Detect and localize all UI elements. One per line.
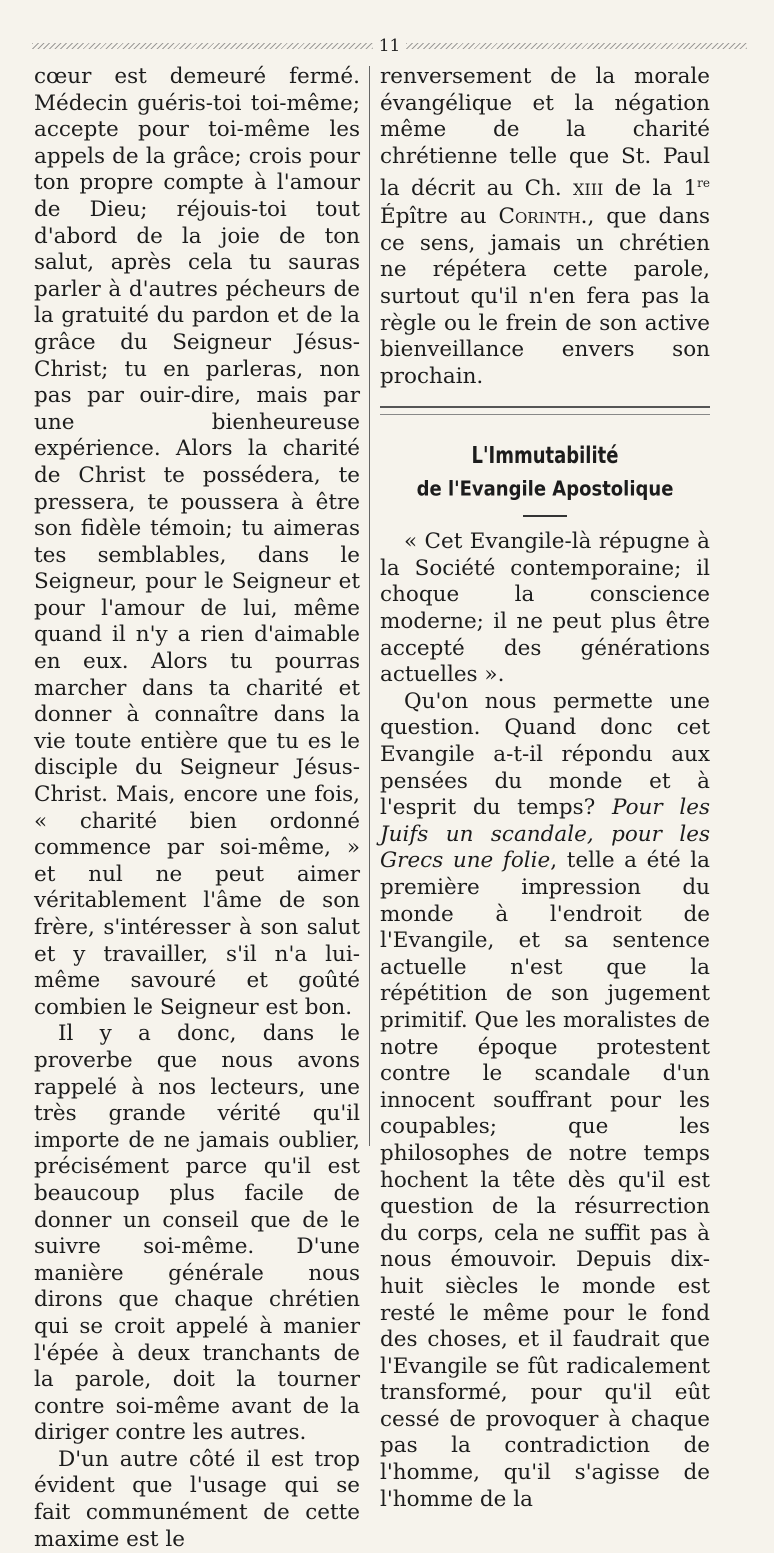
header-ornament-left (32, 43, 373, 49)
left-paragraph-1: cœur est demeuré fermé. Médecin guéris-toi toi-même; accepte pour toi-même les appels de la grâce; crois pour ton propre compte à l'amour de Dieu; réjouis-toi tout d'abord de la joie de ton salut, après cela tu sauras parler à d'autres pécheurs de la gratuité du pardon et de la grâce du Seigneur Jésus-Christ; tu en parleras, non pas par ouir-dire, mais par une bienheureuse expérience. Alors la charité de Christ te possédera, te pressera, te poussera à être son fidèle témoin; tu aimeras tes semblables, dans le Seigneur, pour le Seigneur et pour l'amour de lui, même quand il n'y a rien d'aimable en eux. Alors tu pourras marcher dans ta charité et donner à connaître dans la vie toute entière que tu es le disciple du Seigneur Jésus-Christ. Mais, encore une fois, « charité bien ordonné commence par soi-même, » et nul ne peut aimer véritablement l'âme de son frère, s'intéresser à son salut et y travailler, s'il n'a lui-même savouré et goûté combien le Seigneur est bon. (34, 64, 360, 1020)
right-paragraph-2: « Cet Evangile-là répugne à la Société contemporaine; il choque la conscience moderne; il ne peut plus être accepté des générations actuelles ». (380, 529, 710, 688)
title-dash (523, 515, 567, 517)
page-number: 11 (378, 36, 401, 56)
article-title: L'Immutabilité (471, 441, 619, 470)
right-p3-italic: Pour les Juifs un scandale, pour les Grecs une folie (380, 795, 710, 874)
page-header (32, 34, 747, 58)
right-paragraph-1 (380, 64, 710, 390)
right-p1-text-d: , que dans ce sens, jamais un chrétien ne répétera cette parole, surtout qu'il n'en fera pas la règle ou le frein de son active bienveillance envers son prochain. (380, 204, 710, 389)
left-paragraph-2: Il y a donc, dans le proverbe que nous avons rappelé à nos lecteurs, une très grande vérité qu'il importe de ne jamais oublier, précisément parce qu'il est beaucoup plus facile de donner un conseil que de le suivre soi-même. D'une manière générale nous dirons que chaque chrétien qui se croit appelé à manier l'épée à deux tranchants de la parole, doit la tourner contre soi-même avant de la diriger contre les autres. (34, 1021, 360, 1446)
article-subtitle: de l'Evangile Apostolique (416, 477, 674, 502)
right-p3-text-b: , telle a été la première impression du monde à l'endroit de l'Evangile, et sa sentence actuelle n'est que la répétition de son jugement primitif. Que les moralistes de notre époque protestent contre le scandale d'un innocent souffrant pour les coupables; que les philosophes de notre temps hochent la tête dès qu'il est question de la résurrection du corps, cela ne suffit pas à nous émouvoir. Depuis dix-huit siècles le monde est resté le même pour le fond des choses, et il faudrait que l'Evangile se fût radicalement transformé, pour qu'il eût cessé de provoquer à chaque pas la contradiction de l'homme, qu'il s'agisse de l'homme de la (380, 848, 710, 1512)
right-p3-text-a: Qu'on nous permette une question. Quand donc cet Evangile a-t-il répondu aux pensées du monde et à l'esprit du temps? (380, 688, 710, 821)
book-reference: Corinth. (498, 204, 588, 230)
right-p1-text-a: renversement de la morale évangélique et la négation même de la charité chrétienne telle que St. Paul la décrit au Ch. (380, 64, 710, 202)
right-p1-text-b: de la 1 (603, 176, 698, 202)
right-column (380, 64, 710, 1513)
left-paragraph-3: D'un autre côté il est trop évident que l'usage qui se fait communément de cette maxime est le (34, 1446, 360, 1552)
header-ornament-right (406, 43, 747, 49)
section-separator (380, 406, 710, 415)
right-paragraph-3 (380, 689, 710, 1513)
ordinal-superscript: re (697, 176, 710, 191)
column-divider (369, 66, 370, 1146)
right-p1-text-c: Épître au (380, 204, 499, 230)
chapter-number: XIII (573, 180, 604, 200)
left-column (34, 64, 360, 1553)
